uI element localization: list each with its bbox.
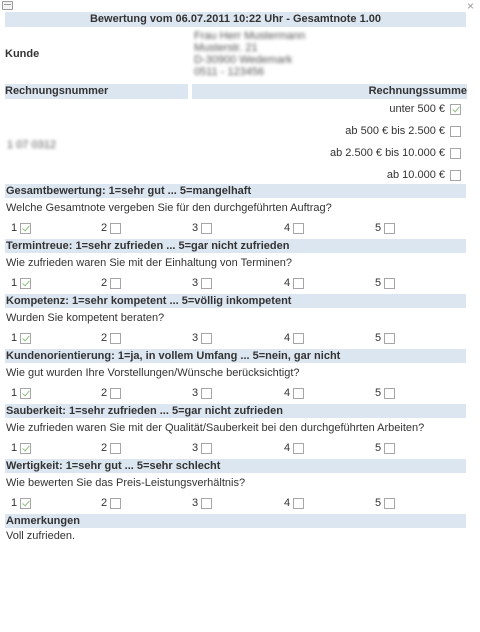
rating-option-number: 4 (284, 222, 291, 234)
section-question: Wie zufrieden waren Sie mit der Qualität/Sauberkeit bei den durchgeführten Arbeiten? (6, 422, 425, 434)
rating-option-number: 1 (11, 222, 18, 234)
rating-option-number: 3 (192, 387, 199, 399)
rating-checkbox[interactable] (201, 223, 212, 234)
rating-option-number: 3 (192, 222, 199, 234)
rating-option-number: 1 (11, 442, 18, 454)
section-question: Welche Gesamtnote vergeben Sie für den durchgeführten Auftrag? (6, 202, 332, 214)
section-question: Wie zufrieden waren Sie mit der Einhaltung von Terminen? (6, 257, 292, 269)
rating-option[interactable] (284, 277, 304, 289)
customer-address (194, 30, 305, 78)
rating-checkbox[interactable] (293, 278, 304, 289)
rating-option-number: 4 (284, 332, 291, 344)
section-question: Wurden Sie kompetent beraten? (6, 312, 165, 324)
invoice-sum-option[interactable] (387, 168, 461, 182)
invoice-sum-option-label: ab 500 € bis 2.500 € (345, 125, 445, 137)
section-header: Kompetenz: 1=sehr kompetent ... 5=völlig inkompetent (5, 294, 466, 308)
invoice-sum-checkbox[interactable] (450, 148, 461, 159)
rating-option-number: 3 (192, 442, 199, 454)
rating-option-number: 1 (11, 387, 18, 399)
rating-option-number: 1 (11, 332, 18, 344)
rating-checkbox[interactable] (20, 388, 31, 399)
rating-option-number: 2 (101, 332, 108, 344)
rating-checkbox[interactable] (293, 223, 304, 234)
rating-option[interactable] (375, 442, 395, 454)
rating-options (5, 494, 466, 514)
rating-checkbox[interactable] (384, 388, 395, 399)
rating-option-number: 5 (375, 387, 382, 399)
rating-options (5, 439, 466, 459)
rating-option-number: 1 (11, 497, 18, 509)
invoice-number-label: Rechnungsnummer (5, 84, 188, 99)
rating-checkbox[interactable] (293, 388, 304, 399)
section-header: Termintreue: 1=sehr zufrieden ... 5=gar nicht zufrieden (5, 239, 466, 253)
section-header: Sauberkeit: 1=sehr zufrieden ... 5=gar nicht zufrieden (5, 404, 466, 418)
rating-options (5, 219, 466, 239)
invoice-sum-checkbox[interactable] (450, 126, 461, 137)
rating-option[interactable] (375, 222, 395, 234)
rating-option-number: 5 (375, 497, 382, 509)
rating-options (5, 384, 466, 404)
rating-option-number: 2 (101, 277, 108, 289)
rating-option-number: 5 (375, 332, 382, 344)
rating-option[interactable] (375, 277, 395, 289)
rating-option-number: 2 (101, 442, 108, 454)
rating-checkbox[interactable] (201, 443, 212, 454)
rating-checkbox[interactable] (110, 333, 121, 344)
rating-option[interactable] (11, 497, 31, 509)
invoice-sum-option-label: unter 500 € (389, 103, 445, 115)
rating-checkbox[interactable] (20, 333, 31, 344)
page-title: Bewertung vom 06.07.2011 10:22 Uhr - Gesamtnote 1.00 (5, 12, 466, 27)
rating-checkbox[interactable] (293, 333, 304, 344)
rating-option[interactable] (101, 442, 121, 454)
rating-option[interactable] (375, 497, 395, 509)
rating-option-number: 5 (375, 277, 382, 289)
rating-option[interactable] (11, 387, 31, 399)
rating-option[interactable] (11, 442, 31, 454)
rating-checkbox[interactable] (384, 498, 395, 509)
customer-row (5, 27, 466, 84)
invoice-sum-option[interactable] (330, 146, 461, 160)
rating-checkbox[interactable] (384, 333, 395, 344)
invoice-number-value: 1 07 0312 (7, 139, 56, 151)
invoice-sum-checkbox[interactable] (450, 104, 461, 115)
rating-option[interactable] (192, 222, 212, 234)
rating-option[interactable] (101, 497, 121, 509)
rating-checkbox[interactable] (201, 388, 212, 399)
remarks-text: Voll zufrieden. (6, 530, 76, 542)
rating-option-number: 4 (284, 497, 291, 509)
invoice-sum-option-label: ab 10.000 € (386, 169, 445, 181)
rating-checkbox[interactable] (201, 278, 212, 289)
rating-option[interactable] (284, 387, 304, 399)
rating-option-number: 2 (101, 387, 108, 399)
rating-checkbox[interactable] (20, 498, 31, 509)
invoice-body (5, 99, 466, 184)
section-header: Kundenorientierung: 1=ja, in vollem Umfang ... 5=nein, gar nicht (5, 349, 466, 363)
invoice-header (5, 84, 466, 99)
remarks-header: Anmerkungen (5, 514, 466, 528)
rating-option[interactable] (284, 442, 304, 454)
rating-option-number: 2 (101, 222, 108, 234)
rating-checkbox[interactable] (293, 443, 304, 454)
rating-option[interactable] (192, 497, 212, 509)
rating-checkbox[interactable] (20, 278, 31, 289)
rating-option-number: 4 (284, 277, 291, 289)
rating-option[interactable] (101, 332, 121, 344)
invoice-sum-option[interactable] (389, 102, 461, 116)
address-phone: 0511 - 123456 (194, 66, 265, 78)
rating-option[interactable] (284, 497, 304, 509)
rating-option[interactable] (192, 387, 212, 399)
rating-checkbox[interactable] (110, 278, 121, 289)
section-question: Wie bewerten Sie das Preis-Leistungsverhältnis? (6, 477, 246, 489)
address-city: D-30900 Wedemark (194, 54, 293, 66)
customer-label: Kunde (5, 48, 40, 60)
address-name: Frau Herr Mustermann (194, 30, 306, 42)
invoice-sum-checkbox[interactable] (450, 170, 461, 181)
rating-checkbox[interactable] (201, 498, 212, 509)
section-header: Gesamtbewertung: 1=sehr gut ... 5=mangelhaft (5, 184, 466, 198)
rating-option[interactable] (375, 332, 395, 344)
rating-option-number: 5 (375, 222, 382, 234)
rating-checkbox[interactable] (110, 498, 121, 509)
rating-checkbox[interactable] (20, 443, 31, 454)
rating-option-number: 3 (192, 332, 199, 344)
rating-option[interactable] (11, 332, 31, 344)
invoice-sum-option-label: ab 2.500 € bis 10.000 € (330, 147, 445, 159)
rating-option-number: 3 (192, 497, 199, 509)
rating-option-number: 5 (375, 442, 382, 454)
window-icon (2, 1, 13, 10)
rating-checkbox[interactable] (293, 498, 304, 509)
rating-option[interactable] (192, 332, 212, 344)
section-question: Wie gut wurden Ihre Vorstellungen/Wünsche berücksichtigt? (6, 367, 300, 379)
rating-checkbox[interactable] (110, 443, 121, 454)
rating-option[interactable] (101, 277, 121, 289)
rating-option-number: 3 (192, 277, 199, 289)
rating-checkbox[interactable] (20, 223, 31, 234)
rating-option[interactable] (101, 387, 121, 399)
rating-option[interactable] (284, 222, 304, 234)
rating-options (5, 274, 466, 294)
rating-options (5, 329, 466, 349)
rating-checkbox[interactable] (384, 223, 395, 234)
rating-option[interactable] (192, 442, 212, 454)
rating-panel (5, 12, 466, 545)
rating-checkbox[interactable] (110, 223, 121, 234)
rating-option-number: 1 (11, 277, 18, 289)
rating-option[interactable] (375, 387, 395, 399)
rating-option[interactable] (284, 332, 304, 344)
rating-option[interactable] (11, 222, 31, 234)
invoice-sum-label: Rechnungssumme (192, 84, 467, 99)
rating-checkbox[interactable] (384, 278, 395, 289)
rating-checkbox[interactable] (384, 443, 395, 454)
rating-checkbox[interactable] (201, 333, 212, 344)
rating-checkbox[interactable] (110, 388, 121, 399)
rating-option[interactable] (101, 222, 121, 234)
rating-option-number: 2 (101, 497, 108, 509)
address-street: Musterstr. 21 (194, 42, 258, 54)
rating-option-number: 4 (284, 442, 291, 454)
close-icon[interactable]: × (466, 0, 474, 13)
invoice-sum-option[interactable] (345, 124, 461, 138)
rating-option[interactable] (11, 277, 31, 289)
rating-option-number: 4 (284, 387, 291, 399)
rating-option[interactable] (192, 277, 212, 289)
section-header: Wertigkeit: 1=sehr gut ... 5=sehr schlecht (5, 459, 466, 473)
